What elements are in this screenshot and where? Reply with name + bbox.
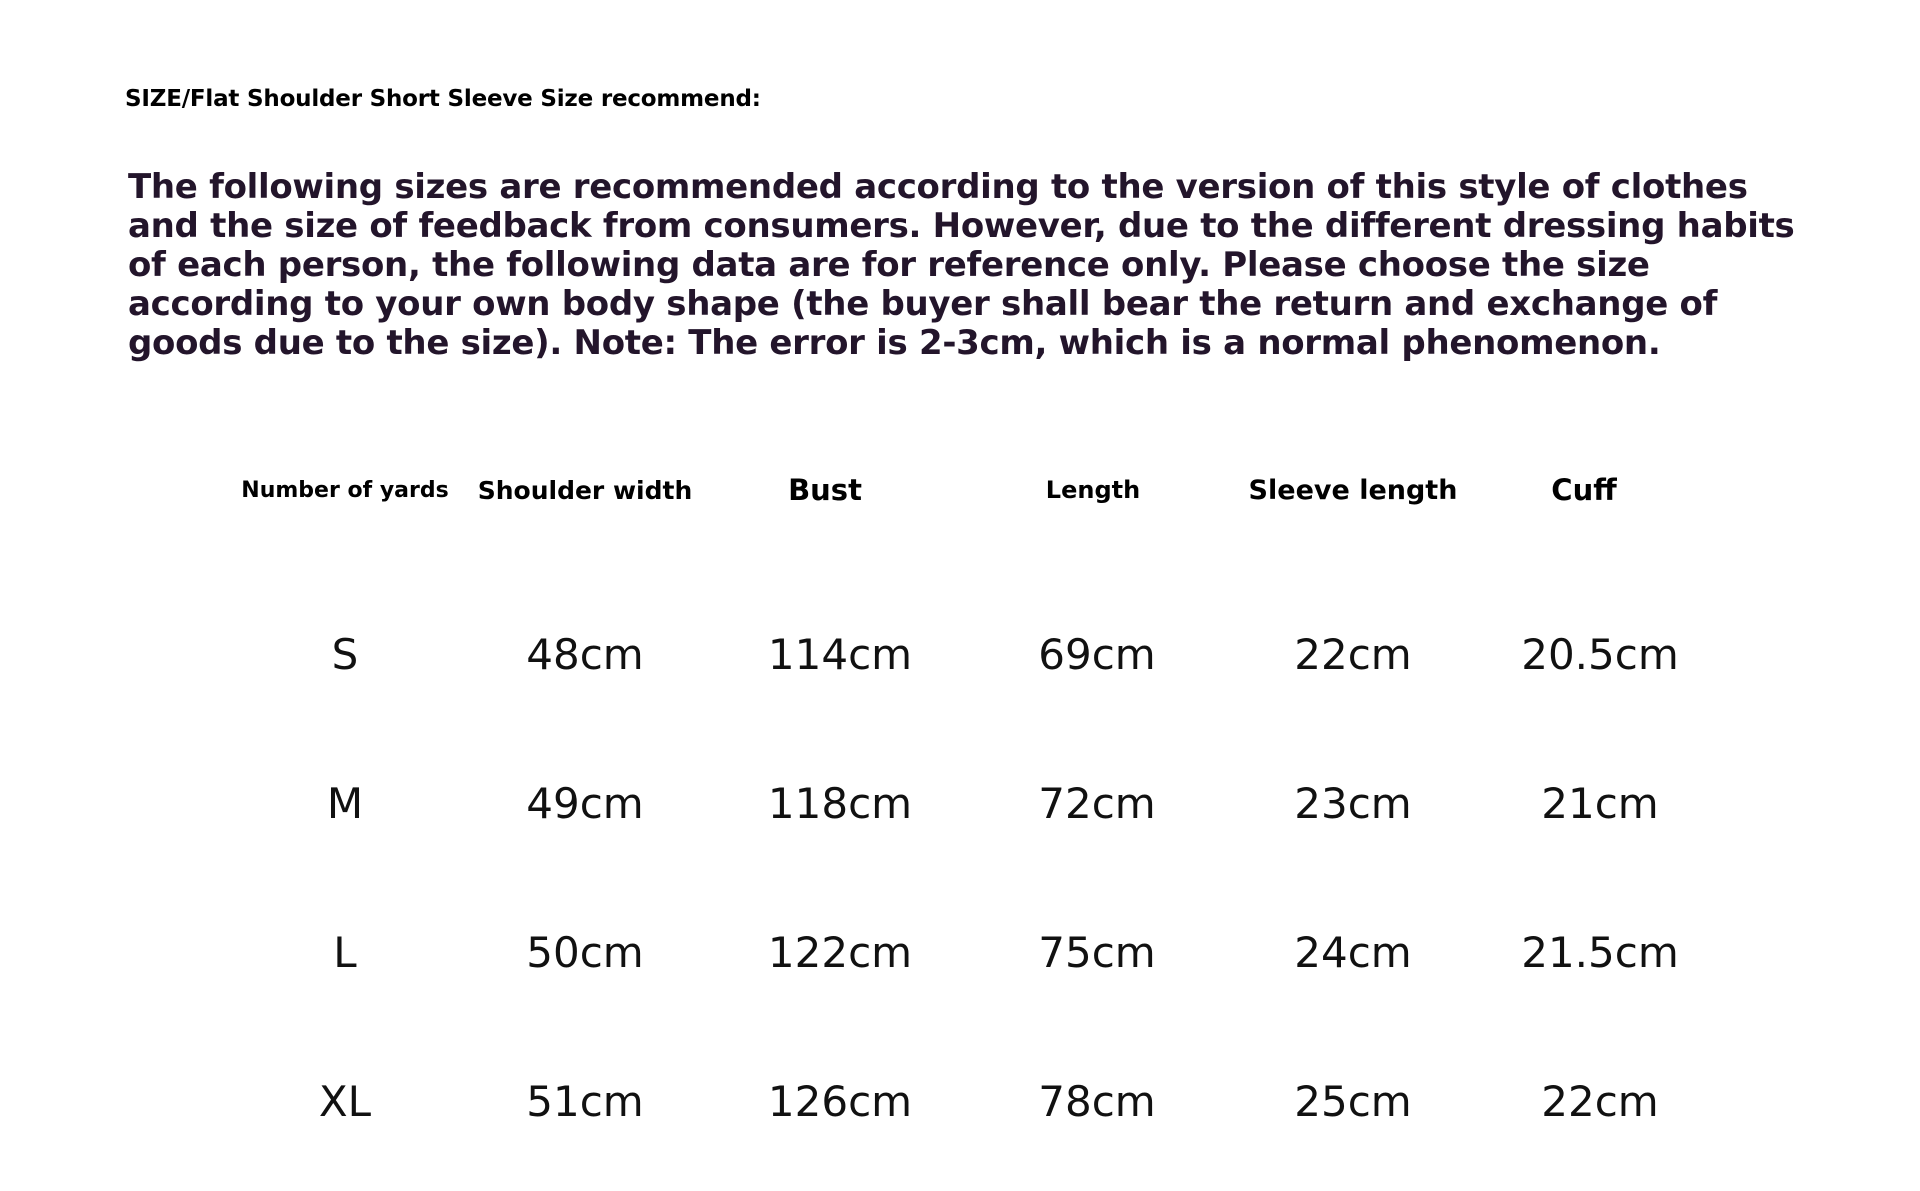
table-cell: 122cm	[767, 927, 913, 977]
table-cell: 51cm	[526, 1076, 644, 1126]
column-header-bust: Bust	[788, 473, 862, 507]
table-cell: 78cm	[1038, 1076, 1156, 1126]
column-header-sleeve-length: Sleeve length	[1248, 474, 1458, 506]
table-cell: 72cm	[1038, 778, 1156, 828]
column-header-cuff: Cuff	[1551, 473, 1617, 507]
table-cell: 23cm	[1294, 778, 1412, 828]
table-cell: 22cm	[1541, 1076, 1659, 1126]
size-label: M	[326, 778, 364, 828]
table-cell: 24cm	[1294, 927, 1412, 977]
table-cell: 118cm	[767, 778, 913, 828]
table-cell: 21.5cm	[1521, 927, 1679, 977]
column-header-shoulder-width: Shoulder width	[477, 475, 693, 505]
table-cell: 50cm	[526, 927, 644, 977]
size-label: L	[333, 927, 357, 977]
table-cell: 48cm	[526, 629, 644, 679]
column-header-length: Length	[1045, 476, 1141, 504]
size-note: The following sizes are recommended according to the version of this style of clothes and the size of feedback from consumers. However, due to the different dressing habits of each person, the following data are for reference only. Please choose the size according to your own body shape (the buyer shall bear the return and exchange of goods due to the size). Note: The error is 2-3cm, which is a normal phenomenon.	[128, 167, 1795, 363]
table-cell: 75cm	[1038, 927, 1156, 977]
table-cell: 126cm	[767, 1076, 913, 1126]
table-cell: 25cm	[1294, 1076, 1412, 1126]
table-cell: 22cm	[1294, 629, 1412, 679]
size-label: S	[331, 629, 359, 679]
table-cell: 69cm	[1038, 629, 1156, 679]
column-header-yards: Number of yards	[241, 477, 449, 503]
table-cell: 49cm	[526, 778, 644, 828]
size-label: XL	[318, 1076, 372, 1126]
table-cell: 114cm	[767, 629, 913, 679]
page-title: SIZE/Flat Shoulder Short Sleeve Size recommend:	[125, 86, 761, 112]
table-cell: 20.5cm	[1521, 629, 1679, 679]
table-cell: 21cm	[1541, 778, 1659, 828]
